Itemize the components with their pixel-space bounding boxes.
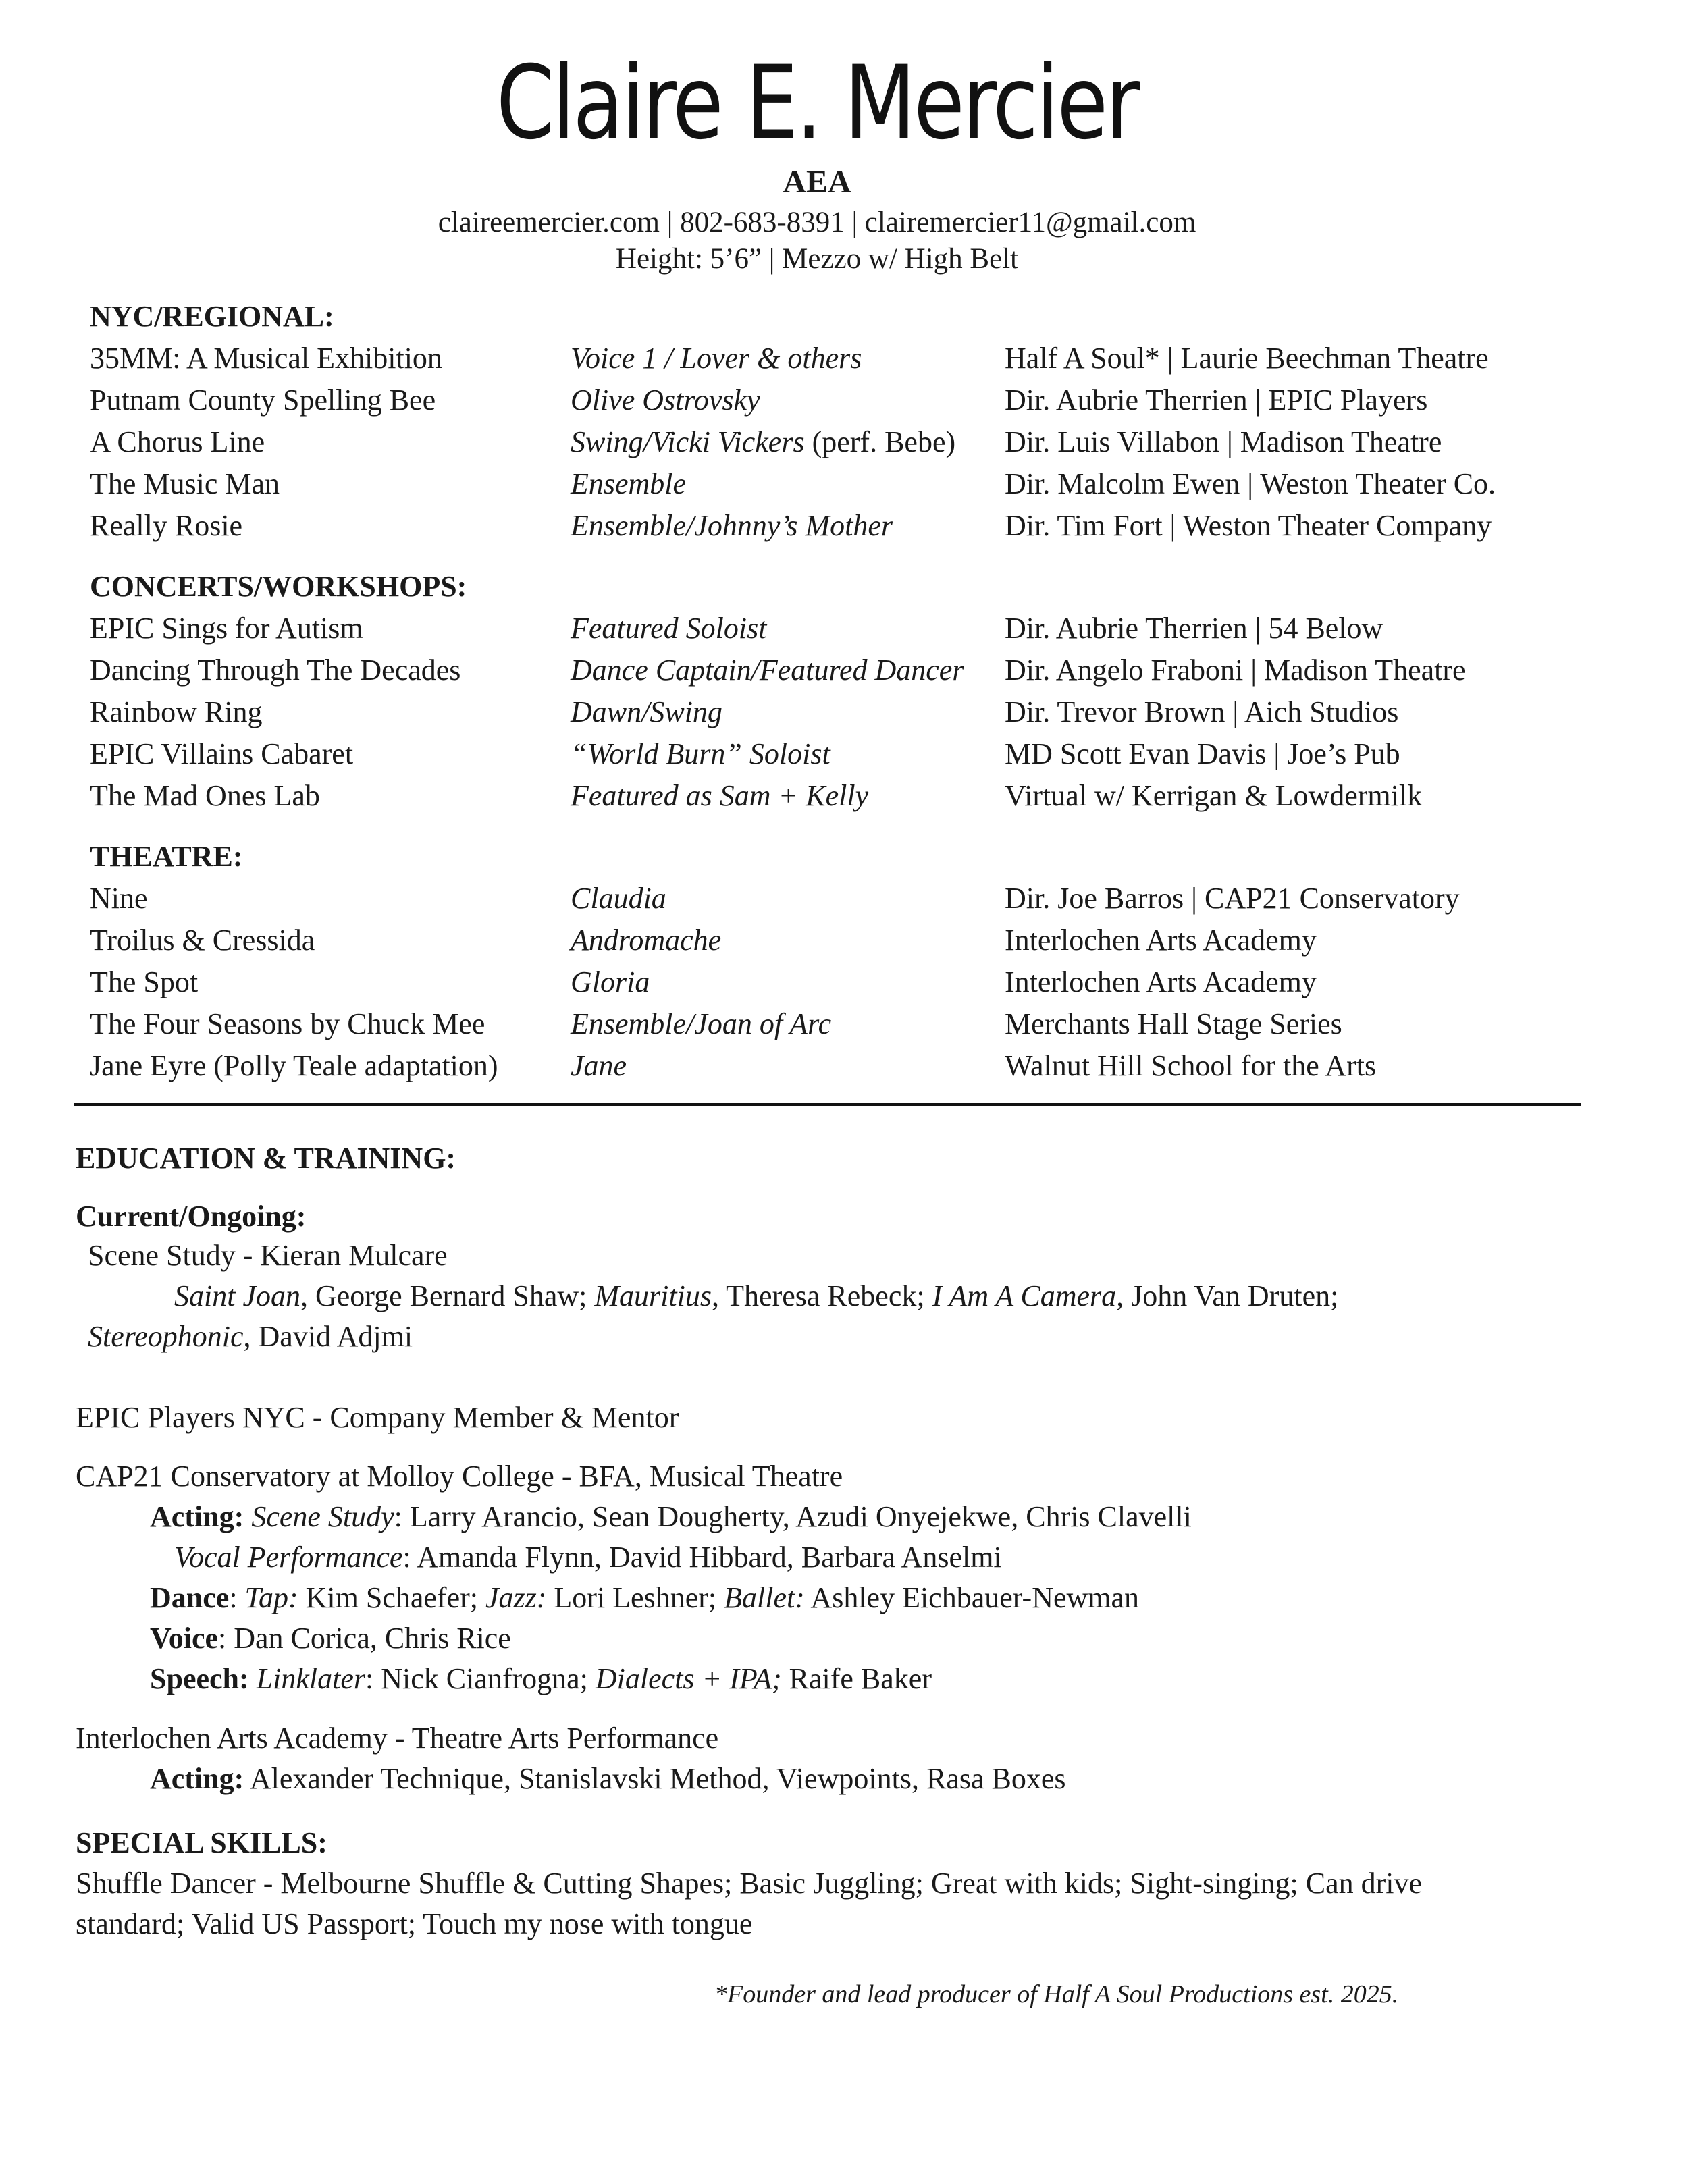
credit-show: The Four Seasons by Chuck Mee xyxy=(90,1007,485,1040)
credit-show: A Chorus Line xyxy=(90,425,265,458)
credit-venue: Dir. Tim Fort | Weston Theater Company xyxy=(1005,509,1492,542)
jazz-label: Jazz: xyxy=(485,1581,547,1614)
credit-venue: Walnut Hill School for the Arts xyxy=(1005,1049,1377,1082)
credit-row xyxy=(90,1003,1541,1045)
credit-show: Nine xyxy=(90,882,148,915)
credit-venue: Dir. Angelo Fraboni | Madison Theatre xyxy=(1005,654,1466,687)
cap21-voice xyxy=(150,1618,1688,1659)
credit-role: Gloria xyxy=(571,965,650,998)
credit-role: “World Burn” Soloist xyxy=(571,737,830,770)
voice-names: : Dan Corica, Chris Rice xyxy=(218,1622,511,1655)
credit-role: Jane xyxy=(571,1049,627,1082)
ballet-label: Ballet: xyxy=(724,1581,805,1614)
credit-row xyxy=(90,920,1541,961)
acting-label: Acting: xyxy=(150,1500,244,1533)
interlochen-title: Interlochen Arts Academy - Theatre Arts Performance xyxy=(76,1722,719,1755)
credit-venue: Merchants Hall Stage Series xyxy=(1005,1007,1342,1040)
credit-row xyxy=(90,338,1541,379)
union-affiliation: AEA xyxy=(783,164,851,200)
scene-study-line: Scene Study - Kieran Mulcare xyxy=(88,1239,448,1272)
dialects-label: Dialects + IPA; xyxy=(595,1662,782,1695)
credit-row xyxy=(90,1045,1541,1087)
credit-row xyxy=(90,608,1541,649)
cap21-acting xyxy=(150,1497,1688,1537)
current-ongoing-heading: Current/Ongoing: xyxy=(76,1200,307,1233)
scene-study-plays xyxy=(174,1276,1688,1316)
education-heading: EDUCATION & TRAINING: xyxy=(76,1142,456,1175)
credit-show: EPIC Villains Cabaret xyxy=(90,737,354,770)
play-author: , George Bernard Shaw; xyxy=(300,1279,595,1312)
section-divider xyxy=(74,1103,1581,1106)
credit-row xyxy=(90,691,1541,733)
credit-venue: Virtual w/ Kerrigan & Lowdermilk xyxy=(1005,779,1423,812)
section-heading: THEATRE: xyxy=(90,840,243,873)
cap21-vocal xyxy=(174,1537,1688,1578)
nyc-regional-section xyxy=(90,296,1541,547)
credit-show: Dancing Through The Decades xyxy=(90,654,461,687)
interlochen-acting xyxy=(150,1759,1688,1799)
credit-venue: Interlochen Arts Academy xyxy=(1005,965,1317,998)
skills-line-2: standard; Valid US Passport; Touch my nose with tongue xyxy=(76,1907,753,1940)
credit-venue: Dir. Luis Villabon | Madison Theatre xyxy=(1005,425,1442,458)
credit-role: Ensemble/Johnny’s Mother xyxy=(571,509,893,542)
credit-show: Putnam County Spelling Bee xyxy=(90,383,436,417)
credit-show: The Mad Ones Lab xyxy=(90,779,320,812)
credit-row xyxy=(90,961,1541,1003)
credit-role: Claudia xyxy=(571,882,666,915)
skills-line-1: Shuffle Dancer - Melbourne Shuffle & Cutting Shapes; Basic Juggling; Great with kids; Sight-singing; Can drive xyxy=(76,1867,1423,1900)
cap21-dance xyxy=(150,1578,1688,1618)
credit-role: Dance Captain/Featured Dancer xyxy=(571,654,964,687)
credit-row xyxy=(90,463,1541,505)
credit-role: Ensemble xyxy=(571,467,687,500)
dance-label: Dance xyxy=(150,1581,230,1614)
performer-name: Claire E. Mercier xyxy=(496,45,1138,162)
acting-label: Acting: xyxy=(150,1762,244,1795)
scene-study-label: Scene Study xyxy=(251,1500,394,1533)
credit-role: Ensemble/Joan of Arc xyxy=(571,1007,832,1040)
credit-role: Featured Soloist xyxy=(571,612,767,645)
vocal-names: : Amanda Flynn, David Hibbard, Barbara Anselmi xyxy=(402,1541,1002,1574)
tap-label: Tap: xyxy=(244,1581,298,1614)
play-title: Mauritius xyxy=(594,1279,712,1312)
credit-venue: MD Scott Evan Davis | Joe’s Pub xyxy=(1005,737,1400,770)
credit-venue: Dir. Aubrie Therrien | 54 Below xyxy=(1005,612,1383,645)
credit-venue: Dir. Malcolm Ewen | Weston Theater Co. xyxy=(1005,467,1496,500)
special-skills-heading: SPECIAL SKILLS: xyxy=(76,1826,327,1859)
ballet-names: Ashley Eichbauer-Newman xyxy=(804,1581,1140,1614)
tap-names: Kim Schaefer; xyxy=(298,1581,485,1614)
height-voice-line: Height: 5’6” | Mezzo w/ High Belt xyxy=(615,243,1019,275)
credit-show: Troilus & Cressida xyxy=(90,924,315,957)
credit-show: Jane Eyre (Polly Teale adaptation) xyxy=(90,1049,498,1082)
founder-footnote: *Founder and lead producer of Half A Soul Productions est. 2025. xyxy=(714,1980,1399,2008)
credit-show: 35MM: A Musical Exhibition xyxy=(90,342,442,375)
dialects-names: Raife Baker xyxy=(781,1662,932,1695)
credit-show: Rainbow Ring xyxy=(90,695,263,728)
credit-role: Olive Ostrovsky xyxy=(571,383,760,417)
scene-study-plays-cont xyxy=(88,1316,1627,1357)
jazz-names: Lori Leshner; xyxy=(546,1581,724,1614)
credit-role: Andromache xyxy=(571,924,722,957)
credit-venue: Dir. Joe Barros | CAP21 Conservatory xyxy=(1005,882,1460,915)
speech-label: Speech: xyxy=(150,1662,249,1695)
play-title: Saint Joan xyxy=(174,1279,300,1312)
cap21-speech xyxy=(150,1659,1688,1699)
credit-venue: Dir. Trevor Brown | Aich Studios xyxy=(1005,695,1399,728)
cap21-title: CAP21 Conservatory at Molloy College - BFA, Musical Theatre xyxy=(76,1460,843,1493)
theatre-section xyxy=(90,836,1541,1087)
play-author: John Van Druten; xyxy=(1124,1279,1339,1312)
concerts-workshops-section xyxy=(90,566,1541,817)
credit-show: The Spot xyxy=(90,965,199,998)
scene-study-names: : Larry Arancio, Sean Dougherty, Azudi Onyejekwe, Chris Clavelli xyxy=(394,1500,1192,1533)
credit-role-name: Swing/Vicki Vickers xyxy=(571,425,805,458)
credit-row xyxy=(90,421,1541,463)
voice-label: Voice xyxy=(150,1622,219,1655)
credit-venue: Dir. Aubrie Therrien | EPIC Players xyxy=(1005,383,1428,417)
section-heading: NYC/REGIONAL: xyxy=(90,300,334,333)
credit-row xyxy=(90,505,1541,547)
linklater-label: Linklater xyxy=(256,1662,365,1695)
credit-row xyxy=(90,379,1541,421)
credit-role: Dawn/Swing xyxy=(571,695,722,728)
credit-role: Voice 1 / Lover & others xyxy=(571,342,862,375)
play-author: , David Adjmi xyxy=(243,1320,413,1353)
credit-show: Really Rosie xyxy=(90,509,243,542)
play-author: , Theresa Rebeck; xyxy=(711,1279,932,1312)
credit-venue: Half A Soul* | Laurie Beechman Theatre xyxy=(1005,342,1489,375)
acting-names: Alexander Technique, Stanislavski Method, Viewpoints, Rasa Boxes xyxy=(244,1762,1066,1795)
play-title: I Am A Camera, xyxy=(932,1279,1124,1312)
separator: : xyxy=(229,1581,245,1614)
contact-line: claireemercier.com | 802-683-8391 | clairemercier11@gmail.com xyxy=(438,207,1196,238)
play-title: Stereophonic xyxy=(88,1320,244,1353)
section-heading: CONCERTS/WORKSHOPS: xyxy=(90,570,467,603)
credit-row xyxy=(90,649,1541,691)
credit-row xyxy=(90,733,1541,775)
vocal-label: Vocal Performance xyxy=(174,1541,403,1574)
credit-show: The Music Man xyxy=(90,467,280,500)
credit-show: EPIC Sings for Autism xyxy=(90,612,363,645)
credit-role xyxy=(571,421,955,463)
credit-role-note: (perf. Bebe) xyxy=(804,425,956,458)
credit-role: Featured as Sam + Kelly xyxy=(571,779,869,812)
linklater-names: : Nick Cianfrogna; xyxy=(365,1662,596,1695)
credit-row xyxy=(90,878,1541,920)
credit-venue: Interlochen Arts Academy xyxy=(1005,924,1317,957)
credit-row xyxy=(90,775,1541,817)
epic-players-line: EPIC Players NYC - Company Member & Mentor xyxy=(76,1401,679,1434)
